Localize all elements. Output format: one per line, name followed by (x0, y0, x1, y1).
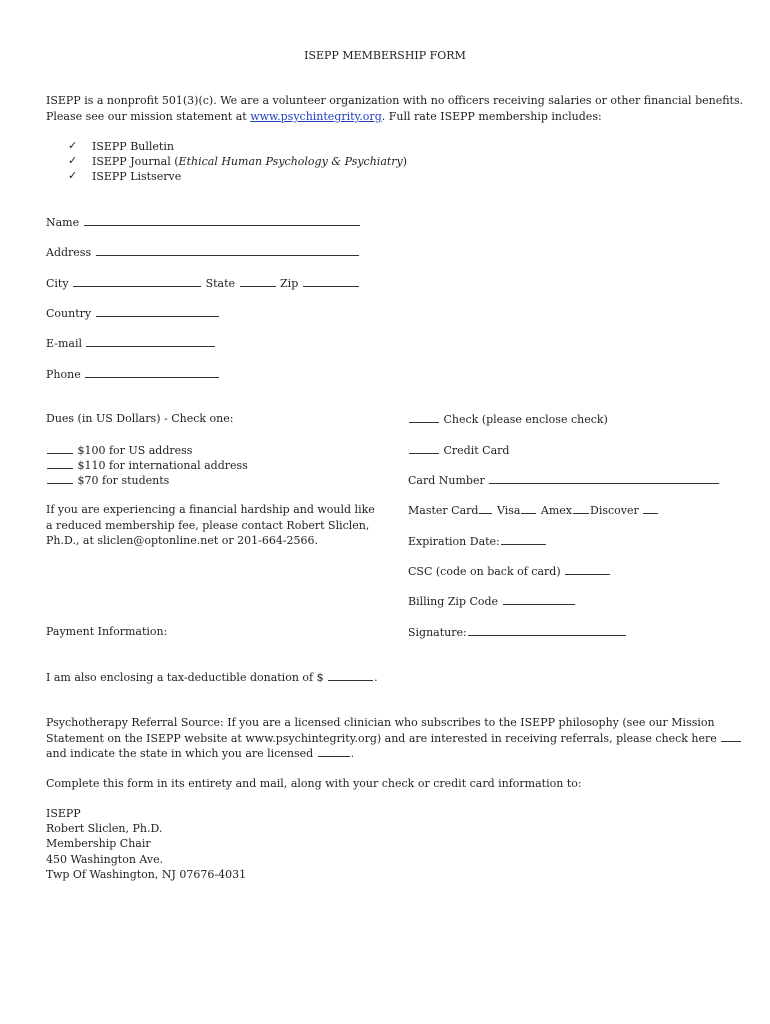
credit-card-option (408, 442, 509, 458)
donation-amount-input[interactable] (328, 669, 373, 681)
dues-heading: Dues (in US Dollars) - Check one: (46, 412, 234, 425)
referral-line-2-text: Statement on the ISEPP website at www.psychintegrity.org) and are interested in receiving referrals, please check here (46, 732, 717, 745)
city-label: City (46, 277, 69, 290)
mailing-street: 450 Washington Ave. (46, 853, 164, 866)
mailing-org: ISEPP (46, 807, 81, 820)
country-field (46, 305, 220, 321)
email-input[interactable] (86, 335, 215, 347)
benefit-listserve: ISEPP Listserve (92, 170, 182, 183)
signature-input[interactable] (468, 624, 626, 636)
address-field (46, 244, 360, 260)
name-label: Name (46, 216, 80, 229)
card-number-input[interactable] (489, 472, 719, 484)
referral-line-2 (46, 730, 742, 746)
website-link[interactable]: www.psychintegrity.org (250, 110, 382, 123)
visa-checkbox[interactable] (521, 502, 536, 514)
csc-label: CSC (code on back of card) (408, 565, 561, 578)
intro-line-2 (46, 109, 602, 124)
country-label: Country (46, 307, 92, 320)
phone-field (46, 366, 220, 382)
check-option (408, 411, 608, 427)
payment-info-label: Payment Information: (46, 625, 168, 638)
credit-card-checkbox[interactable] (409, 442, 439, 454)
referral-line-1: Psychotherapy Referral Source: If you are a licensed clinician who subscribes to the ISEPP philosophy (see our Mission (46, 716, 715, 729)
benefit-journal (92, 154, 407, 169)
referral-line-3-text: and indicate the state in which you are licensed (46, 747, 314, 760)
phone-label: Phone (46, 368, 81, 381)
journal-prefix: ISEPP Journal ( (92, 155, 179, 168)
licensed-state-input[interactable] (318, 745, 350, 757)
checkmark-icon: ✓ (68, 154, 78, 167)
dues-us-checkbox[interactable] (47, 442, 73, 454)
intro-line-2-prefix: Please see our mission statement at (46, 110, 251, 123)
expiration-label: Expiration Date: (408, 535, 500, 548)
donation-suffix: . (374, 671, 378, 684)
dues-option-students (46, 472, 169, 488)
signature-label: Signature: (408, 626, 467, 639)
journal-suffix: ) (402, 155, 408, 168)
discover-checkbox[interactable] (643, 502, 658, 514)
mailing-contact-role: Membership Chair (46, 837, 151, 850)
billing-zip-input[interactable] (503, 593, 575, 605)
referral-checkbox[interactable] (721, 730, 741, 742)
zip-input[interactable] (303, 275, 359, 287)
expiration-input[interactable] (501, 533, 546, 545)
mailing-contact-name: Robert Sliclen, Ph.D. (46, 822, 163, 835)
dues-students-checkbox[interactable] (47, 472, 73, 484)
dues-international-label: $110 for international address (77, 459, 248, 472)
expiration-field (408, 533, 547, 549)
mailing-city: Twp Of Washington, NJ 07676-4031 (46, 868, 247, 881)
csc-input[interactable] (565, 563, 610, 575)
billing-zip-label: Billing Zip Code (408, 595, 499, 608)
city-state-zip-row (46, 275, 360, 291)
dues-international-checkbox[interactable] (47, 457, 73, 469)
name-input[interactable] (84, 214, 360, 226)
discover-label: Discover (590, 504, 639, 517)
benefit-bulletin: ISEPP Bulletin (92, 140, 174, 153)
mailing-instructions: Complete this form in its entirety and mail, along with your check or credit card information to: (46, 777, 582, 790)
donation-line (46, 669, 378, 685)
phone-input[interactable] (85, 366, 219, 378)
referral-line-3-suffix: . (350, 747, 355, 760)
checkmark-icon: ✓ (68, 169, 78, 182)
csc-field (408, 563, 611, 579)
email-label: E-mail (46, 337, 82, 350)
card-number-label: Card Number (408, 474, 485, 487)
check-checkbox[interactable] (409, 411, 439, 423)
amex-label: Amex (540, 504, 573, 517)
checkmark-icon: ✓ (68, 139, 78, 152)
city-input[interactable] (73, 275, 201, 287)
intro-line-1: ISEPP is a nonprofit 501(3)(c). We are a volunteer organization with no officers receiving salaries or other financial benefits. (46, 94, 744, 107)
name-field (46, 214, 361, 230)
check-label: Check (please enclose check) (443, 413, 608, 426)
state-label: State (205, 277, 236, 290)
address-label: Address (46, 246, 92, 259)
mastercard-label: Master Card (408, 504, 479, 517)
referral-line-3 (46, 745, 354, 761)
credit-card-label: Credit Card (443, 444, 510, 457)
dues-students-label: $70 for students (77, 474, 170, 487)
form-title: ISEPP MEMBERSHIP FORM (304, 49, 466, 62)
hardship-line-1: If you are experiencing a financial hardship and would like (46, 503, 375, 516)
card-number-field (408, 472, 720, 488)
dues-option-us (46, 442, 192, 458)
card-type-row (408, 502, 659, 518)
intro-line-2-suffix: . Full rate ISEPP membership includes: (381, 110, 602, 123)
signature-field (408, 624, 627, 640)
email-field (46, 335, 216, 351)
visa-label: Visa (496, 504, 521, 517)
dues-us-label: $100 for US address (77, 444, 193, 457)
dues-option-international (46, 457, 248, 473)
zip-label: Zip (280, 277, 299, 290)
donation-prefix: I am also enclosing a tax-deductible donation of $ (46, 671, 324, 684)
hardship-line-2: a reduced membership fee, please contact Robert Sliclen, (46, 519, 370, 532)
state-input[interactable] (240, 275, 276, 287)
amex-checkbox[interactable] (573, 502, 589, 514)
address-input[interactable] (96, 244, 359, 256)
hardship-line-3: Ph.D., at sliclen@optonline.net or 201-664-2566. (46, 534, 319, 547)
journal-title: Ethical Human Psychology & Psychiatry (178, 155, 403, 168)
billing-zip-field (408, 593, 576, 609)
mastercard-checkbox[interactable] (479, 502, 492, 514)
country-input[interactable] (96, 305, 219, 317)
